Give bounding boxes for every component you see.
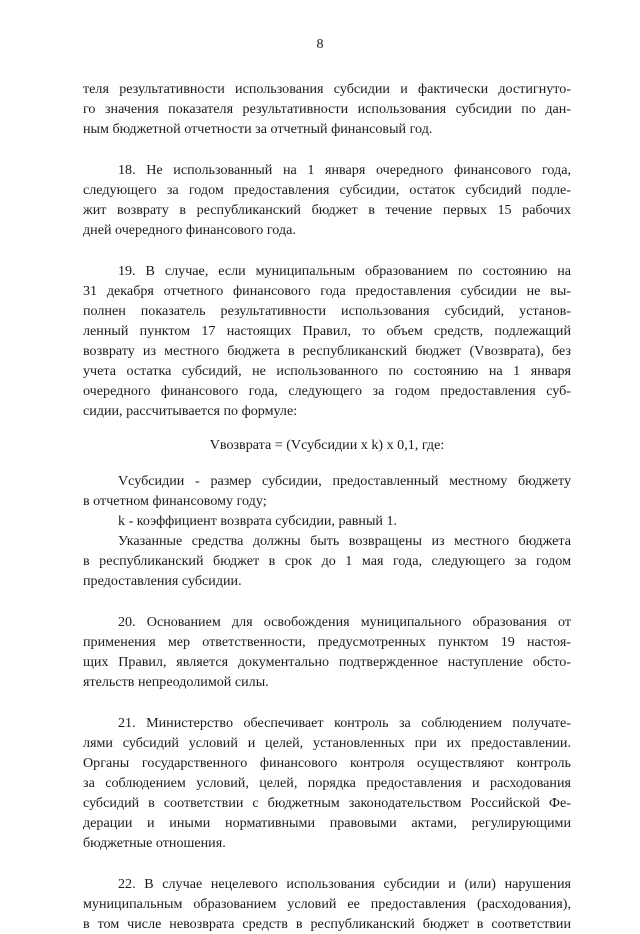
definition-vsubsidii xyxy=(83,471,571,511)
paragraph-20 xyxy=(83,612,571,692)
text-line: лями субсидий условий и целей, установленных при их предоставлении. xyxy=(83,735,571,751)
document-body xyxy=(83,79,571,934)
text-line: щих Правил, является документально подтвержденное наступление обсто- xyxy=(83,654,571,670)
text-line: в отчетном финансовому году; xyxy=(83,493,267,509)
text-line: теля результативности использования субсидии и фактически достигнуто- xyxy=(83,81,571,97)
paragraph-18 xyxy=(83,160,571,240)
definition-k xyxy=(83,511,571,531)
text-line: в республиканский бюджет в срок до 1 мая года, следующего за годом xyxy=(83,553,571,569)
paragraph-22 xyxy=(83,874,571,934)
text-line: 20. Основанием для освобождения муниципального образования от xyxy=(118,614,571,630)
text-line: следующего за годом предоставления субсидии, остаток субсидий подле- xyxy=(83,182,571,198)
text-line: дней очередного финансового года. xyxy=(83,222,296,238)
text-line: очередного финансового года, следующего за годом предоставления суб- xyxy=(83,383,571,399)
text-line: бюджетные отношения. xyxy=(83,835,226,851)
text-line: муниципальным образованием условий ее предоставления (расходования), xyxy=(83,896,571,912)
text-line: го значения показателя результативности использования субсидии по дан- xyxy=(83,101,571,117)
text-line: 21. Министерство обеспечивает контроль за соблюдением получате- xyxy=(118,715,571,731)
page-number: 8 xyxy=(316,37,324,52)
text-line: ятельств непреодолимой силы. xyxy=(83,674,269,690)
text-line: ленный пунктом 17 настоящих Правил, то объем средств, подлежащий xyxy=(83,323,571,339)
text-line: 18. Не использованный на 1 января очередного финансового года, xyxy=(118,162,571,178)
text-line: Указанные средства должны быть возвращены из местного бюджета xyxy=(118,533,571,549)
text-line: учета остатка субсидий, не использованного по состоянию на 1 января xyxy=(83,363,571,379)
return-deadline xyxy=(83,531,571,591)
text-line: возврату из местного бюджета в республиканский бюджет (Vвозврата), без xyxy=(83,343,571,359)
text-line: k - коэффициент возврата субсидии, равный 1. xyxy=(118,513,398,529)
text-line: ным бюджетной отчетности за отчетный финансовый год. xyxy=(83,121,433,137)
text-line: за соблюдением условий, целей, порядка предоставления и расходования xyxy=(83,775,571,791)
text-line: предоставления субсидии. xyxy=(83,573,242,589)
text-line: Органы государственного финансового контроля осуществляют контроль xyxy=(83,755,571,771)
text-line: жит возврату в республиканский бюджет в течение первых 15 рабочих xyxy=(83,202,571,218)
paragraph-19 xyxy=(83,261,571,421)
paragraph-continuation xyxy=(83,79,571,139)
text-line: применения мер ответственности, предусмотренных пунктом 19 настоя- xyxy=(83,634,571,650)
text-line: в том числе невозврата средств в республиканский бюджет в соответствии xyxy=(83,916,571,932)
text-line: полнен показатель результативности использования субсидий, установ- xyxy=(83,303,571,319)
formula: Vвозврата = (Vсубсидии x k) x 0,1, где: xyxy=(209,437,445,453)
text-line: дерации и иными нормативными правовыми актами, регулирующими xyxy=(83,815,571,831)
text-line: сидии, рассчитывается по формуле: xyxy=(83,403,298,419)
text-line: субсидий в соответствии с бюджетным законодательством Российской Фе- xyxy=(83,795,571,811)
text-line: Vсубсидии - размер субсидии, предоставленный местному бюджету xyxy=(118,473,571,489)
text-line: 31 декабря отчетного финансового года предоставления субсидии не вы- xyxy=(83,283,571,299)
paragraph-21 xyxy=(83,713,571,853)
text-line: 19. В случае, если муниципальным образованием по состоянию на xyxy=(118,263,571,279)
text-line: 22. В случае нецелевого использования субсидии и (или) нарушения xyxy=(118,876,571,892)
